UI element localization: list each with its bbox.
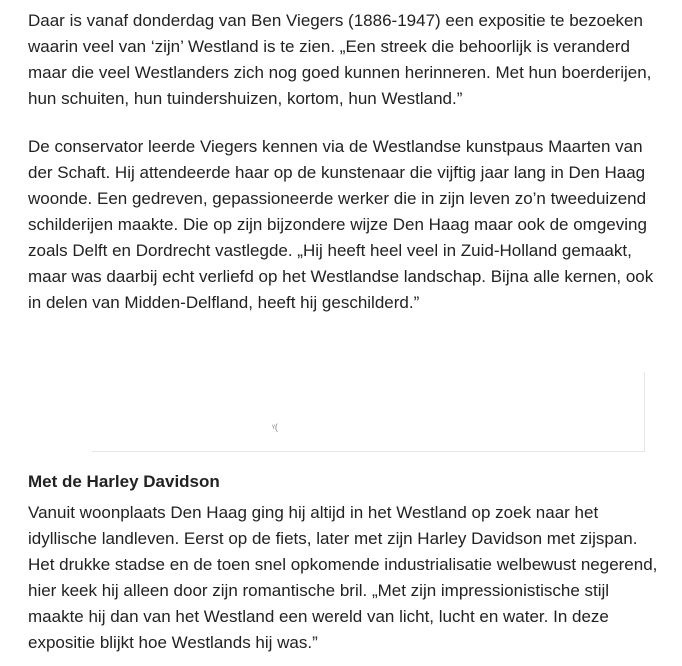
section-heading: Met de Harley Davidson	[28, 472, 220, 491]
article-section	[28, 470, 668, 656]
embedded-ad-slot[interactable]	[92, 372, 645, 452]
article-paragraph-1: Daar is vanaf donderdag van Ben Viegers (1886-1947) een expositie te bezoeken waarin veel van ‘zijn’ Westland is te zien. „Een streek die behoorlijk is veranderd maar die veel Westlanders zich nog goed kunnen herinneren. Met hun boerderijen, hun schuiten, hun tuindershuizen, kortom, hun Westland.”	[28, 11, 652, 108]
ad-marker: ᵞ(	[272, 422, 278, 432]
section-paragraph: Vanuit woonplaats Den Haag ging hij altijd in het Westland op zoek naar het idyllische landleven. Eerst op de fiets, later met zijn Harley Davidson met zijspan. Het drukke stadse en de toen snel opkomende industrialisatie welbewust negerend, hier keek hij alleen door zijn romantische bril. „Met zijn impressionistische stijl maakte hij dan van het Westland een wereld van licht, lucht en water. In deze expositie blijkt hoe Westlands hij was.”	[28, 503, 658, 652]
article-paragraph-2: De conservator leerde Viegers kennen via de Westlandse kunstpaus Maarten van der Schaft. Hij attendeerde haar op de kunstenaar die vijftig jaar lang in Den Haag woonde. Een gedreven, gepassioneerde werker die in zijn leven zo’n tweeduizend schilderijen maakte. Die op zijn bijzondere wijze Den Haag maar ook de omgeving zoals Delft en Dordrecht vastlegde. „Hij heeft heel veel in Zuid-Holland gemaakt, maar was daarbij echt verliefd op het Westlandse landschap. Bijna alle kernen, ook in delen van Midden-Delfland, heeft hij geschilderd.”	[28, 137, 654, 312]
article-body	[28, 8, 668, 316]
